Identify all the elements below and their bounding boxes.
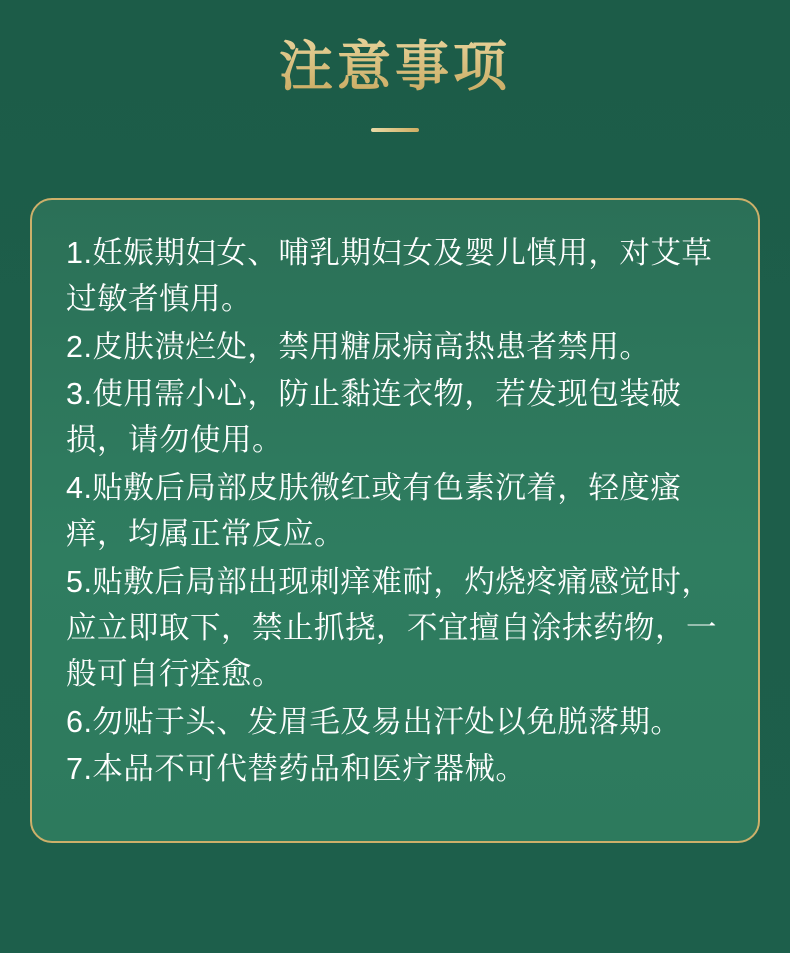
list-item: 5.贴敷后局部出现刺痒难耐，灼烧疼痛感觉时，应立即取下，禁止抓挠，不宜擅自涂抹药物，一般可自行痊愈。: [66, 564, 717, 692]
list-item: 3.使用需小心，防止黏连衣物，若发现包装破损，请勿使用。: [66, 377, 682, 458]
notice-card: [30, 198, 760, 843]
list-item: 6.勿贴于头、发眉毛及易出汗处以免脱落期。: [66, 704, 682, 739]
list-item: 2.皮肤溃烂处，禁用糖尿病高热患者禁用。: [66, 329, 651, 364]
list-item: 1.妊娠期妇女、哺乳期妇女及婴儿慎用，对艾草过敏者慎用。: [66, 236, 713, 317]
title-divider: [371, 128, 419, 132]
notice-list: [66, 230, 724, 792]
page-title: 注意事项: [0, 0, 790, 98]
list-item: 4.贴敷后局部皮肤微红或有色素沉着，轻度瘙痒，均属正常反应。: [66, 470, 682, 552]
list-item: 7.本品不可代替药品和医疗器械。: [66, 751, 527, 786]
